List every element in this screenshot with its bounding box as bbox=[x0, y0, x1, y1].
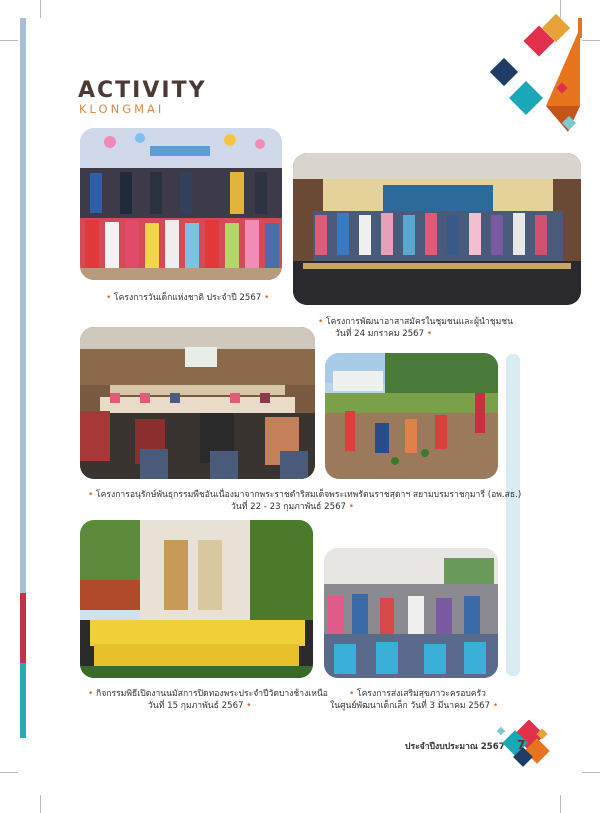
footer-fiscal-year: ประจำปีงบประมาณ 2567 bbox=[405, 742, 505, 752]
caption-childrens-day bbox=[106, 292, 269, 304]
page-number: 7 bbox=[517, 738, 526, 752]
bullet: • bbox=[348, 502, 355, 512]
crop-mark bbox=[0, 40, 18, 41]
caption-date: ในศูนย์พัฒนาเด็กเล็ก วันที่ 3 มีนาคม 2567 bbox=[330, 701, 491, 711]
crop-mark bbox=[0, 772, 18, 773]
photo-temple-ceremony bbox=[80, 520, 313, 678]
bullet: • bbox=[88, 689, 94, 699]
bullet: • bbox=[246, 701, 252, 711]
bullet: • bbox=[318, 317, 324, 327]
caption-plant-conservation-line1 bbox=[88, 489, 521, 501]
crop-mark bbox=[40, 795, 41, 813]
caption-volunteer-meeting-line1 bbox=[318, 316, 513, 328]
caption-volunteer-meeting-line2 bbox=[335, 328, 432, 340]
bullet: • bbox=[426, 329, 433, 339]
caption-text: โครงการอนุรักษ์พันธุกรรมพืชอันเนื่องมาจากพระราชดำริสมเด็จพระเทพรัตนราชสุดาฯ สยามบรมราชกุมารี (อพ.สธ.) bbox=[96, 490, 522, 500]
caption-text: กิจกรรมพิธีเปิดงานนมัสการปิดทองพระประจำปีวัดบางช้างเหนือ bbox=[96, 689, 328, 699]
photo-family-health bbox=[324, 548, 498, 678]
left-edge-strip-red bbox=[20, 593, 26, 663]
photo-tree-planting bbox=[325, 353, 498, 479]
decorative-diamonds bbox=[486, 14, 586, 154]
caption-plant-conservation-line2 bbox=[231, 501, 354, 513]
bullet: • bbox=[106, 293, 112, 303]
caption-family-health-line2 bbox=[330, 700, 498, 712]
photo-childrens-day bbox=[80, 128, 282, 280]
caption-temple-ceremony-line1 bbox=[88, 688, 328, 700]
caption-date: วันที่ 22 - 23 กุมภาพันธ์ 2567 bbox=[231, 502, 347, 512]
caption-text: โครงการวันเด็กแห่งชาติ ประจำปี 2567 bbox=[114, 293, 262, 303]
page-title: ACTIVITY bbox=[78, 78, 207, 103]
bullet: • bbox=[492, 701, 499, 711]
caption-family-health-line1 bbox=[349, 688, 486, 700]
caption-date: วันที่ 24 มกราคม 2567 bbox=[335, 329, 425, 339]
caption-temple-ceremony-line2 bbox=[148, 700, 252, 712]
bullet: • bbox=[349, 689, 355, 699]
photo-conference-room bbox=[80, 327, 315, 479]
caption-text: โครงการพัฒนาอาสาสมัครในชุมชนและผู้นำชุมชน bbox=[326, 317, 513, 327]
bullet: • bbox=[88, 490, 94, 500]
page-subtitle: KLONGMAI bbox=[79, 102, 165, 116]
crop-mark bbox=[582, 772, 600, 773]
left-edge-strip-teal bbox=[20, 663, 26, 738]
caption-date: วันที่ 15 กุมภาพันธ์ 2567 bbox=[148, 701, 244, 711]
bullet: • bbox=[264, 293, 270, 303]
accent-bar bbox=[506, 354, 520, 676]
crop-mark bbox=[560, 795, 561, 813]
crop-mark bbox=[40, 0, 41, 18]
left-edge-strip-blue bbox=[20, 18, 26, 593]
photo-volunteer-meeting bbox=[293, 153, 581, 305]
caption-text: โครงการส่งเสริมสุขภาวะครอบครัว bbox=[357, 689, 486, 699]
